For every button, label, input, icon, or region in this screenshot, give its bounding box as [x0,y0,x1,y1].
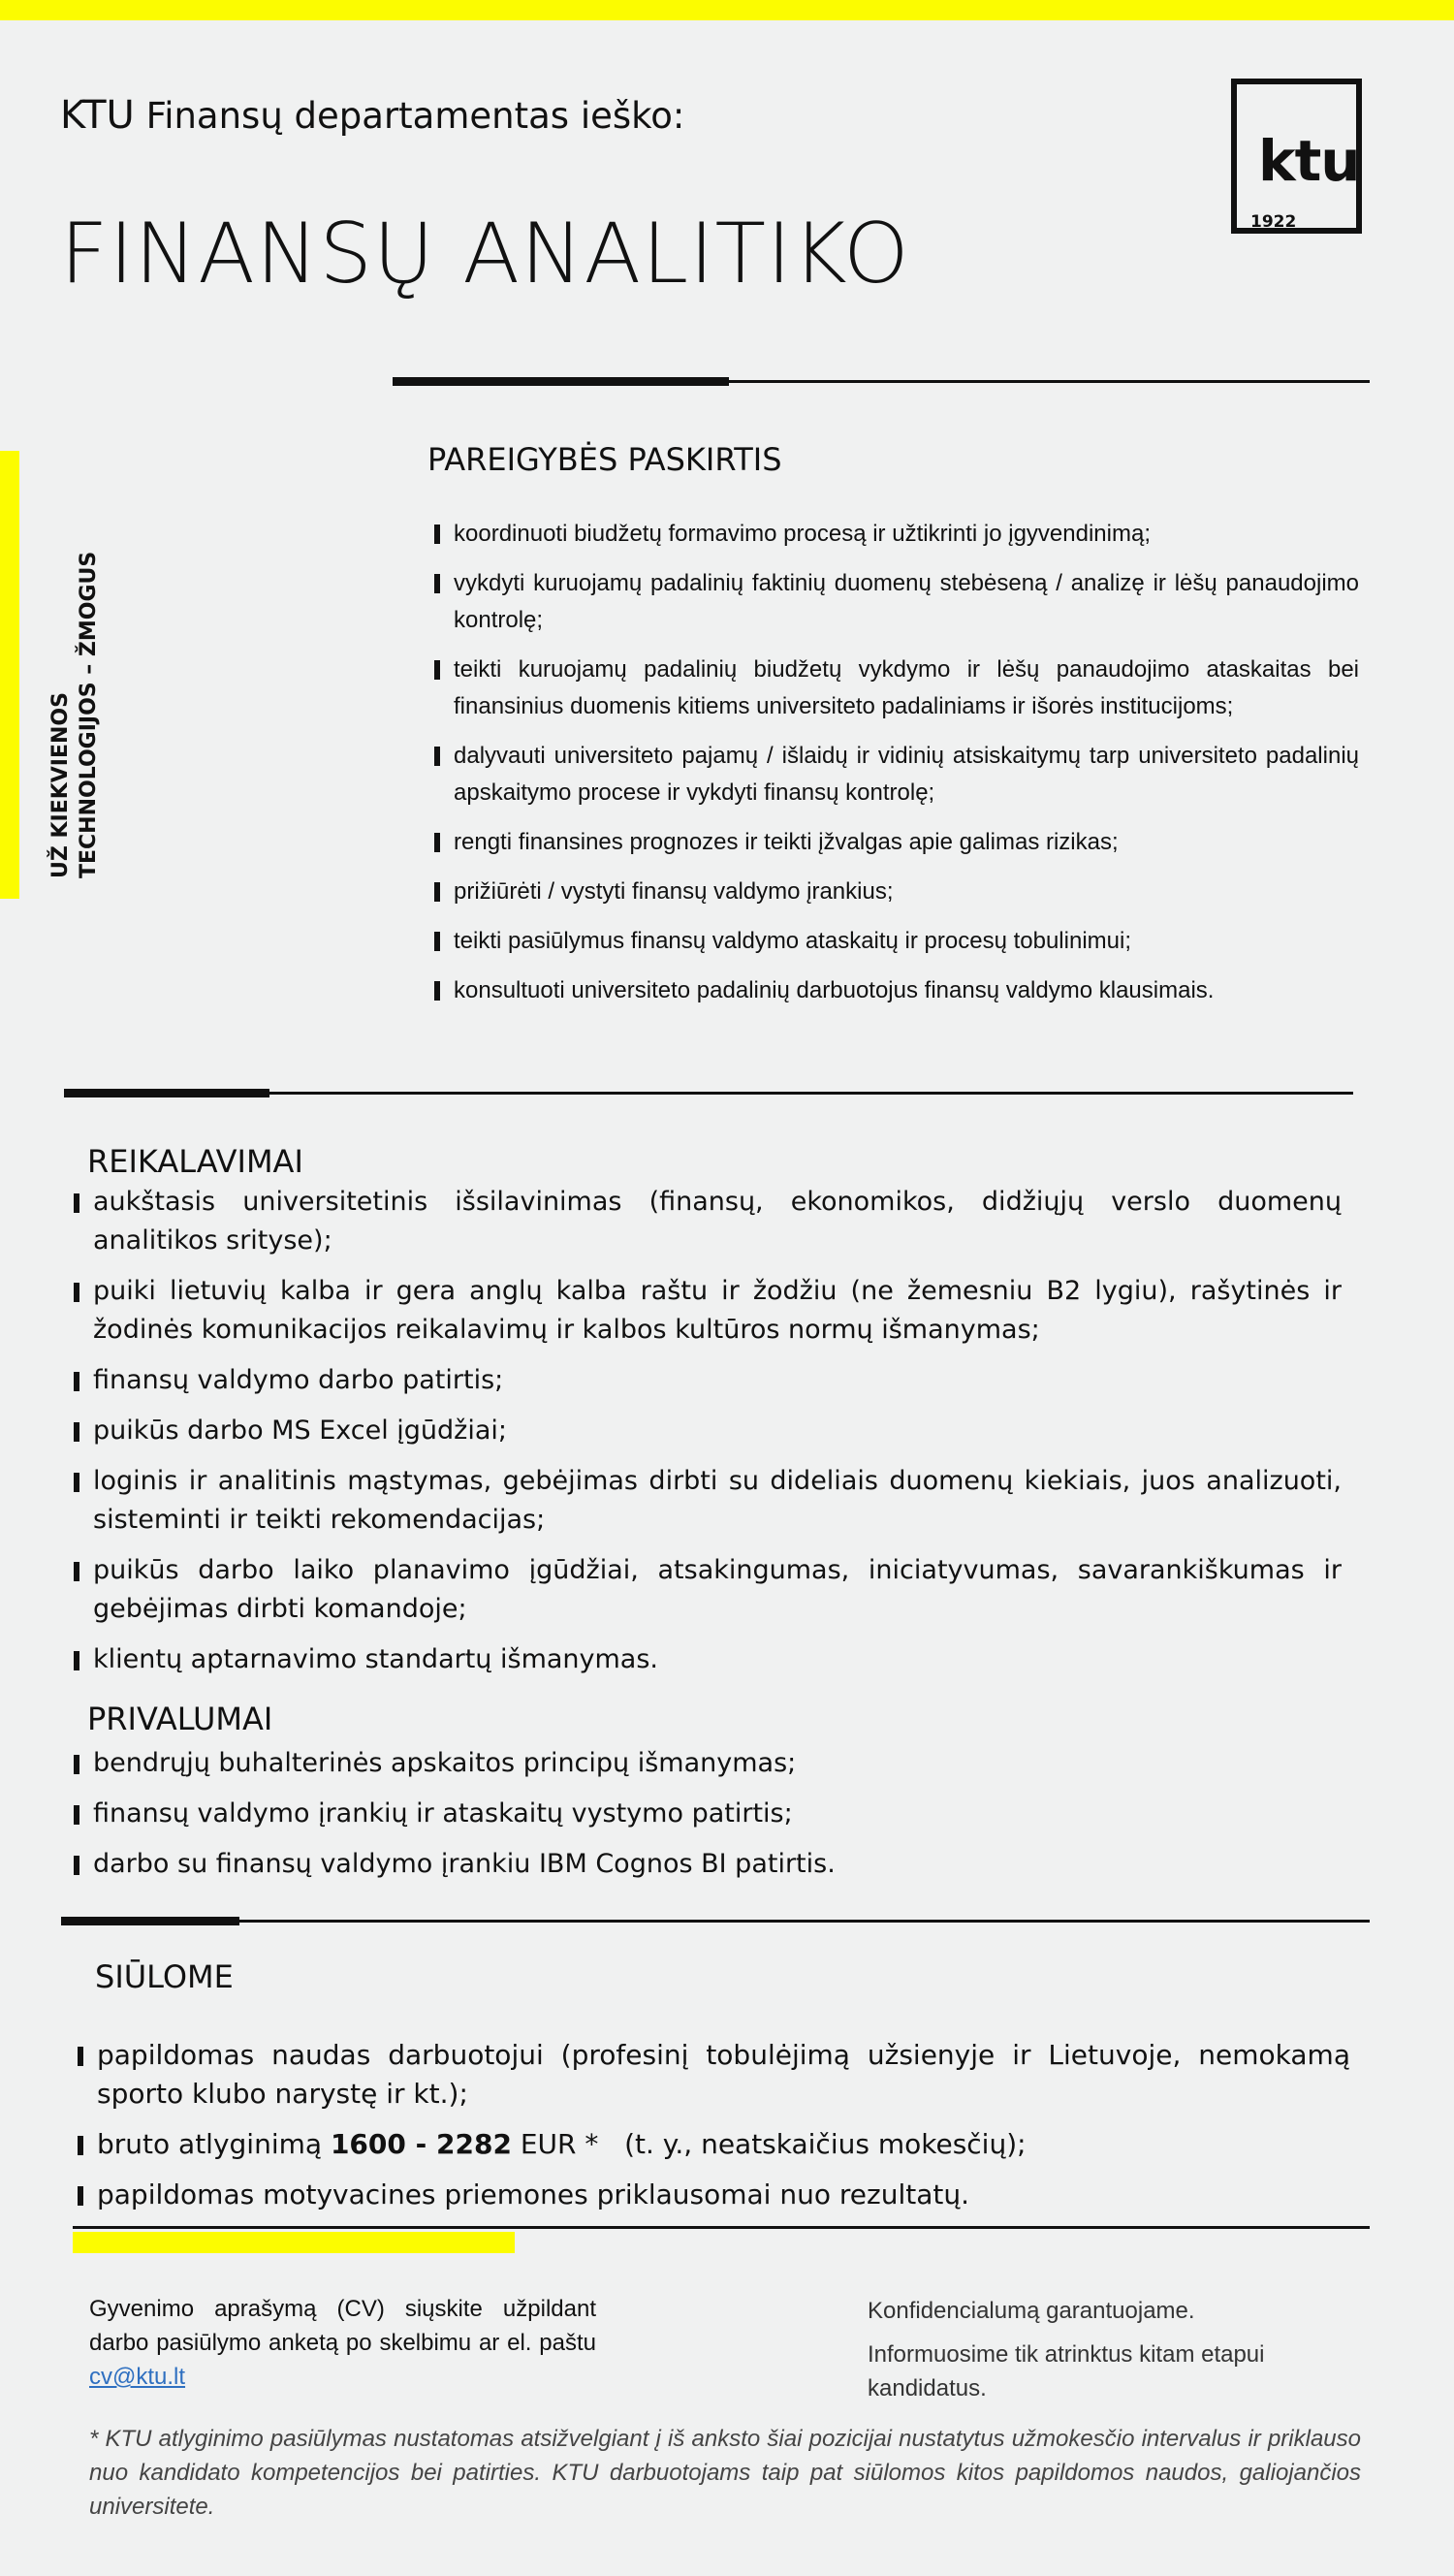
list-item: papildomas motyvacines priemones priklausomai nuo rezultatų. [78,2176,1350,2214]
list-item: koordinuoti biudžetų formavimo procesą ir užtikrinti jo įgyvendinimą; [434,516,1359,553]
offer-heading: SIŪLOME [95,1958,234,1995]
list-item: puikūs darbo laiko planavimo įgūdžiai, atsakingumas, iniciatyvumas, savarankiškumas ir gebėjimas dirbti komandoje; [74,1551,1342,1629]
list-item: puiki lietuvių kalba ir gera anglų kalba raštu ir žodžiu (ne žemesniu B2 lygiu), rašytinės ir žodinės komunikacijos reikalavimų ir kalbos kultūros normų išmanymas; [74,1272,1342,1350]
top-accent-bar [0,0,1454,20]
responsibilities-heading: PAREIGYBĖS PASKIRTIS [427,441,782,478]
list-item: puikūs darbo MS Excel įgūdžiai; [74,1412,1342,1450]
divider-accent [64,1089,269,1097]
cv-instructions [89,2292,596,2394]
list-item: teikti kuruojamų padalinių biudžetų vykdymo ir lėšų panaudojimo ataskaitas bei finansinius duomenis kitiems universiteto padaliniams ir išorės institucijoms; [434,652,1359,725]
logo-text: ktu [1258,128,1360,194]
requirements-heading: REIKALAVIMAI [87,1143,303,1180]
list-item: aukštasis universitetinis išsilavinimas (finansų, ekonomikos, didžiųjų verslo duomenų analitikos srityse); [74,1183,1342,1260]
department-line [60,93,684,138]
cv-text: Gyvenimo aprašymą (CV) siųskite užpildant darbo pasiūlymo anketą po skelbimu ar el. paštu [89,2296,596,2356]
list-item: finansų valdymo įrankių ir ataskaitų vystymo patirtis; [74,1795,1342,1833]
advantages-heading: PRIVALUMAI [87,1701,273,1737]
page-title: FINANSŲ ANALITIKO [60,206,910,302]
list-item: finansų valdymo darbo patirtis; [74,1361,1342,1400]
divider-line [61,1920,1370,1923]
list-item: rengti finansines prognozes ir teikti įžvalgas apie galimas rizikas; [434,824,1359,861]
salary-footnote: * KTU atlyginimo pasiūlymas nustatomas atsižvelgiant į iš anksto šiai pozicijai nustatytus užmokesčio intervalus ir priklauso nuo kandidato kompetencijos bei patirties. KTU darbuotojams taip pat siūlomos kitos papildomos naudos, galiojančios universitete. [89,2426,1361,2520]
sidebar-accent-bar [0,451,19,899]
slogan-vertical: UŽ KIEKVIENOS TECHNOLOGIJOS – ŽMOGUS [48,551,101,878]
notify-text: Informuosime tik atrinktus kitam etapui kandidatus. [868,2341,1265,2401]
confidential-text: Konfidencialumą garantuojame. [868,2298,1195,2324]
list-item: konsultuoti universiteto padalinių darbuotojus finansų valdymo klausimais. [434,972,1359,1009]
salary-prefix: bruto atlyginimą [97,2128,323,2160]
list-item: dalyvauti universiteto pajamų / išlaidų ir vidinių atsiskaitymų tarp universiteto padalinių apskaitymo procese ir vykdyti finansų kontrolę; [434,738,1359,811]
org-prefix: KTU [60,93,135,138]
divider-line [73,2226,1370,2229]
salary-note: (t. y., neatskaičius mokesčių); [624,2128,1027,2160]
list-item: klientų aptarnavimo standartų išmanymas. [74,1640,1342,1679]
list-item: darbo su finansų valdymo įrankiu IBM Cognos BI patirtis. [74,1845,1342,1884]
list-item: vykdyti kuruojamų padalinių faktinių duomenų stebėseną / analizę ir lėšų panaudojimo kontrolę; [434,565,1359,639]
divider-accent [61,1917,239,1925]
list-item: prižiūrėti / vystyti finansų valdymo įrankius; [434,874,1359,910]
list-item: loginis ir analitinis mąstymas, gebėjimas dirbti su dideliais duomenų kiekiais, juos analizuoti, sisteminti ir teikti rekomendacijas; [74,1462,1342,1540]
list-item: bendrųjų buhalterinės apskaitos principų išmanymas; [74,1744,1342,1783]
list-item: papildomas naudas darbuotojui (profesinį tobulėjimą užsienyje ir Lietuvoje, nemokamą sporto klubo narystę ir kt.); [78,2036,1350,2114]
department-text: Finansų departamentas ieško: [145,95,685,137]
salary-currency: EUR * [520,2128,599,2160]
advantages-list [74,1744,1342,1895]
footer-accent-strip [73,2232,515,2253]
confidentiality-note [868,2294,1313,2415]
cv-email-link[interactable]: cv@ktu.lt [89,2364,186,2390]
requirements-list [74,1183,1342,1691]
list-item: teikti pasiūlymus finansų valdymo ataskaitų ir procesų tobulinimui; [434,923,1359,960]
logo-year: 1922 [1250,212,1297,232]
salary-range: 1600 - 2282 [330,2128,512,2160]
list-item [78,2125,1350,2164]
responsibilities-list [434,516,1359,1022]
ktu-logo [1231,79,1362,234]
offer-list [78,2036,1350,2226]
divider-accent [393,377,729,386]
